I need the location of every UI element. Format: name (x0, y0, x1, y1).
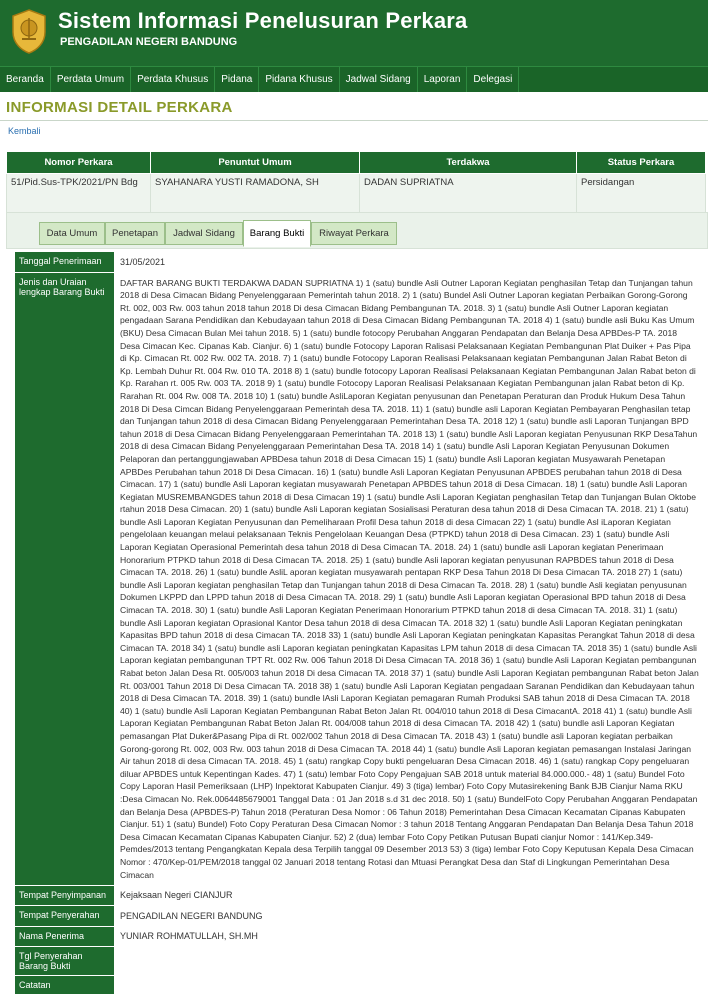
summary-header-row (7, 152, 706, 174)
tab-barang-bukti[interactable]: Barang Bukti (243, 220, 311, 247)
row-nama-penerima (15, 926, 705, 947)
page-title: INFORMASI DETAIL PERKARA (6, 99, 233, 116)
tab-riwayat-perkara[interactable]: Riwayat Perkara (311, 222, 397, 245)
site-header (0, 0, 708, 66)
value-tempat-penyimpanan: Kejaksaan Negeri CIANJUR (120, 890, 233, 901)
nav-pidana[interactable]: Pidana (215, 67, 259, 92)
tab-data-umum[interactable]: Data Umum (39, 222, 105, 245)
value-jenis-barang-bukti: DAFTAR BARANG BUKTI TERDAKWA DADAN SUPRIATNA 1) 1 (satu) bundle Asli Outner Laporan Kegiatan penghasilan Tetap dan Tunjangan tahun 2018 di Desa Cimacan Bidang Penyelenggaraan Pemerintah tahun 2018. 2) 1 (satu) Bundel Asli Outner Laporan kegiatan Perbaikan Gorong-Gorong Rt. 002, 003 Rw. 003 tahun 2018 tahun 2018 Di desa Cimacan Bidang Pembangunan TA. 2018. 3) 1 (satu) bundle Asli Outner Laporan kegiatan pengadaan Sarana Pendidikan dan Kebudayaan tahun 2018 di Desa Cimacan Bidang Pembangunan TA. 2018 4) 1 (satu) bundle asli Buku Kas Umum (BKU) Desa Cimacan Bulan Mei tahun 2018. 5) 1 (satu) bundle fotocopy Perubahan Anggaran Pendapatan dan Belanja Desa APBDes-P TA. 2018 Desa Cimacan Kec. Cipanas Kab. Cianjur. 6) 1 (satu) bundle Fotocopy Laporan Ralisasi Pelaksanaan Kegiatan Pembangunan Plat Duiker + Pas Pipa di Kp. Cimacan Rt. 002 Rw. 002 TA. 2018. 7) 1 (satu) bundle Fotocopy Laporan Realisasi Pelaksanaan kegiatan Pembangunan Jalan Rabat Beton di Kp. Lembah Duhur Rt. 004 Rw. 010 TA. 2018 8) 1 (satu) bundle fotocopy Laporan Realisasi Pelaksanaan Kegiatan Pembangunan Jalan Rabat beton di Kp. Rarahan rt. 005 Rw. 003 TA. 2018 9) 1 (satu) bundle Fotocopy Laporan Realisasi Pelaksanaan Kegiatan Pembangunan jalan Rabat beton di Kp. Rarahan Rt. 004 Rw. 008 TA. 2018 10) 1 (satu) bundle AsliLaporan Kegiatan penyusunan dan Penetapan Peraturan dan Produk Hukum Desa Tahun 2018 Di Desa Cimcan Bidang Penyelenggaraan Pemerintah desa TA. 2018. 11) 1 (satu) bundle asli Laporan Kegiatan Pembayaran Penghasilan tetap dan Tunjangan tahun 2018 di desa Cimacan Bidang Penyelenggaraan Pemerintahan Desa TA. 2018 12) 1 (satu) bundle asli Laporan Tunjangan BPD tahun 2018 di Desa Cimacan Bidang Penyelenggaraan Pemerintahan TA. 2018 13) 1 (satu) bundle Asli Laporan kegiatan Penyusunan RKP DesaTahun 2018 di desa Cimacan Bidang Penyelenggaraan Pemerintahan Desa TA. 2018 14) 1 (satu) bundle Asli Laporan Kegiatan Penyusunan Dokumen Pelaporan dan pertanggungjawaban APBDesa tahun 2018 di Desa Cimacan 15) 1 (satu) bundle Asli Laporan kegiatan Musyawarah Penetapan APBDes Perubahan tahun 2018 Di Desa Cimacan. 16) 1 (satu) bundle Asli Laporan Kegiatan Penyusunan APBDES perubahan tahun 2018 di Desa Cimacan. 17) 1 (satu) bundle Asli Laporan kegiatan musyawarah Penetapan APBDES tahun 2018 di Desa Cimacan. 18) 1 (satu) bundle Asli Laporan Kegiatan MUSREMBANGDES tahun 2018 di Desa Cimacan 19) 1 (satu) bundle Asli Laporan Kegiatan penghasilan Tetap dan Tunjangan Bulan Oktobe rtahun 2018 Desa Cimacan. 20) 1 (satu) bundle Asli Laporan kegiatan Sosialisasi Peraturan desa tahun 2018 di Desa Cimacan TA. 2018. 21) 1 (satu) bundle Asli Laporan Kegiatan Penyusunan dan Pemeliharaan Profil Desa tahun 2018 di desa Cimacan 22) 1 (satu) bundle Asl iLaporan Kegiatan pengelolaan keuangan melaui pelaksanaan Teknis Pengelolaan Keuangan Desa (PTPKD) tahun 2018 di Desa Cimacan. 23) 1 (satu) bundle Asli Laporan Kegiatan Operasional Pemerintah desa tahun 2018 di Desa Cimacan TA. 2018. 24) 1 (satu) bundle asli Laporan kegiatan Penerimaan Honorarium PTPKD tahun 2018 di Desa Cimacan TA. 2018. 25) 1 (satu) bundle Asli laporan kegiatan penyusunan RAPBDES tahun 2018 di Desa Cimacan TA. 2018. 26) 1 (satu) bundle AsliL aporan kegiatan musyawarah pentapan RKP Desa Tahun 2018 Di Desa Cimacan TA. 2018 27) 1 (satu) bundle Asli Laporan kegiatan penghasilan Tetap dan Tunjangan tahun 2018 di Desa Cimacan Ta. 2018. 28) 1 (satu) bundle Asli kegiatan penyusunan Dokumen LKPPD dan LPPD tahun 2018 di Desa Cimacan TA. 2018. 29) 1 (satu) bundle Asli Laporan kegiatan Operasional BPD tahun 2018 di Desa Cimacan TA. 2018. 30) 1 (satu) bundle Asli Laporan Kegiatan Penerimaan Honorarium PTPKD tahun 2018 di desa Cimacan TA. 2018. 31) 1 (satu) bundle Asli Laporan kegiatan Oprasional Kantor Desa tahun 2018 di desa Cimacan TA. 2018 32) 1 (satu) bundle Asli Laporan Kegiatan peningkatan Kapasitas BPD tahun 2018 di desa Cimacan TA. 2018 33) 1 (satu) bundle Asli Laporan Kegiatan peningkatan Kapasitas Perangkat Tahun 2018 di desa Cimacan TA. 2018 34) 1 (satu) bundle asli Laporan kegiatan peningkatan Kapasitas LPM tahun 2018 di desa Cimacan TA. 2018 35) 1 (satu) bundle Asli Laporan kegiatan pembangunan TPT Rt. 002 Rw. 006 Tahun 2018 Di Desa Cimacan TA. 2018 36) 1 (satu) bundle Asli Laporan Kegiatan pembangunan Rabat beton Jalan Desa Rt. 005/003 tahun 2018 Di desa Cimacan TA. 2018 37) 1 (satu) bundle Asli Laporan Kegiatan pembangunan Rabat beton Jalan Rt. 003/001 Tahun 2018 Di Desa Cimacan TA. 2018 38) 1 (satu) bundle Asli Laporan Kegiatan pengadaan Saranan Pendidikan dan Kebudayaan tahun 2018 di Desa Cimacan TA. 2018. 39) 1 (satu) bundle lAsli Laporan Kegiatan pemagaran Rumah Produksi SAB tahun 2018 di Desa Cimacan TA. 2018 40) 1 (satu) bundle Asli Laporan Kegiatan Pembangunan Rabat Beton Jalan Rt. 004/010 tahun 2018 di Desa CimacantA. 2018 41) 1 (satu) bundle Asli Laporan Kegiatan Pembangunan Rabat Beton Jalan Rt. 004/008 tahun 2018 di desa Cimacan TA. 2018 42) 1 (satu) bundle asli Laporan Kegiatan pemasangan Plat Duker&Pasang Pipa di Rt. 002/002 Tahun 2018 di Desa Cimacan TA. 2018 43) 1 (satu) bundle asli Laporan kegiatan perbaikan Gorong-gorong Rt. 002, 003 Rw. 003 tahun 2018 di Desa Cimacan TA. 2018 44) 1 (satu) bundle Asli Laporan kegiatan pemasangan Instalasi Jaringan Air tahun 2018 di desa Cimacan TA. 2018. 45) 1 (satu) rangkap Copy bukti pengeluaran Desa Cimacan 2018. 46) 1 (satu) rangkap Copy pengeluaran diluar APBDES untuk Kepentingan Kades. 47) 1 (satu) lembar Foto Copy Pengajuan SAB 2018 untuk material 84.000.000.- 48) 1 (satu) Bundel Foto Copy Laporan Hasil Pemeriksaan (LHP) Inpektorat Kabupaten Cianjur. 49) 3 (tiga) lembar) Foto Copy Mutasirekening Bank BJB Cianjur Nama RKU :Desa Cimacan No. Rek.0064485679001 Tanggal Data : 01 Jan 2018 s.d 31 dec 2018. 50) 1 (satu) BundelFoto Copy Perubahan Anggaran Pendapatan dan Belanja Desa (APBDES-P) Tahun 2018 (Peraturan Desa Nomor : 06 Tahun 2018) Pemerintahan Desa Cimacan Kecamatan Cipanas Kabupaten Cianjur. 51) 1 (satu) Bundel) Foto Copy Peraturan Desa Cimacan Nomor : 3 tahun 2018 Tentang Anggaran Pendapatan Dan Belanja Desa Tahun 2018 Desa Cimacan Kecamatan Cipanas Kabupaten Cianjur. 52) 2 (dua) lembar Foto Copy Petikan Putusan Bupati cianjur Nomor : 141/Kep.349-Pemdes/2013 tentang Pengangkatan Kepala desa Terpilih tanggal 09 Desember 2013 53) 3 (tiga) lembar Foto Copy Keputusan Kepala Desa Cimacan Nomor : 470/Kep-01/PEM/2018 tanggal 02 Januari 2018 tentang Rotasi dan Mtuasi Perangkat Desa dan Staf di Lingkungan Pemerintahan Desa Cimacan (120, 277, 699, 880)
col-penuntut-umum: Penuntut Umum (151, 152, 360, 174)
value-tempat-penyerahan: PENGADILAN NEGERI BANDUNG (120, 910, 263, 921)
cell-terdakwa: DADAN SUPRIATNA (360, 174, 577, 213)
row-catatan (15, 976, 705, 995)
nav-delegasi[interactable]: Delegasi (467, 67, 519, 92)
site-title: Sistem Informasi Penelusuran Perkara (58, 8, 468, 33)
main-nav (0, 66, 708, 92)
table-row (7, 174, 706, 213)
col-status-perkara: Status Perkara (577, 152, 706, 174)
label-catatan: Catatan (15, 976, 114, 995)
nav-laporan[interactable]: Laporan (418, 67, 468, 92)
row-tempat-penyerahan (15, 906, 705, 927)
tab-jadwal-sidang[interactable]: Jadwal Sidang (165, 222, 243, 245)
row-tgl-penyerahan (15, 947, 705, 976)
col-terdakwa: Terdakwa (360, 152, 577, 174)
cell-status-perkara: Persidangan (577, 174, 706, 213)
tab-bar (6, 212, 708, 249)
nav-jadwal-sidang[interactable]: Jadwal Sidang (340, 67, 418, 92)
label-tempat-penyerahan: Tempat Penyerahan (15, 906, 114, 927)
tab-penetapan[interactable]: Penetapan (105, 222, 165, 245)
value-nama-penerima: YUNIAR ROHMATULLAH, SH.MH (120, 931, 258, 942)
nav-perdata-umum[interactable]: Perdata Umum (51, 67, 131, 92)
label-tempat-penyimpanan: Tempat Penyimpanan (15, 885, 114, 906)
nav-perdata-khusus[interactable]: Perdata Khusus (131, 67, 215, 92)
label-jenis-barang-bukti: Jenis dan Uraian lengkap Barang Bukti (15, 273, 114, 886)
evidence-detail-table (15, 252, 705, 995)
court-emblem-icon (10, 8, 48, 54)
value-catatan (114, 976, 705, 995)
case-summary-table (6, 151, 706, 213)
label-tanggal-penerimaan: Tanggal Penerimaan (15, 252, 114, 273)
cell-nomor-perkara: 51/Pid.Sus-TPK/2021/PN Bdg (7, 174, 151, 213)
row-tempat-penyimpanan (15, 885, 705, 906)
col-nomor-perkara: Nomor Perkara (7, 152, 151, 174)
label-tgl-penyerahan: Tgl Penyerahan Barang Bukti (15, 947, 114, 976)
row-jenis-barang-bukti (15, 273, 705, 886)
site-subtitle: PENGADILAN NEGERI BANDUNG (60, 36, 238, 48)
value-tanggal-penerimaan: 31/05/2021 (120, 257, 166, 267)
label-nama-penerima: Nama Penerima (15, 926, 114, 947)
nav-pidana-khusus[interactable]: Pidana Khusus (259, 67, 339, 92)
back-link[interactable]: Kembali (8, 126, 41, 136)
title-divider (0, 120, 708, 121)
value-tgl-penyerahan (114, 947, 705, 976)
cell-penuntut-umum: SYAHANARA YUSTI RAMADONA, SH (151, 174, 360, 213)
nav-beranda[interactable]: Beranda (0, 67, 51, 92)
row-tanggal-penerimaan (15, 252, 705, 273)
